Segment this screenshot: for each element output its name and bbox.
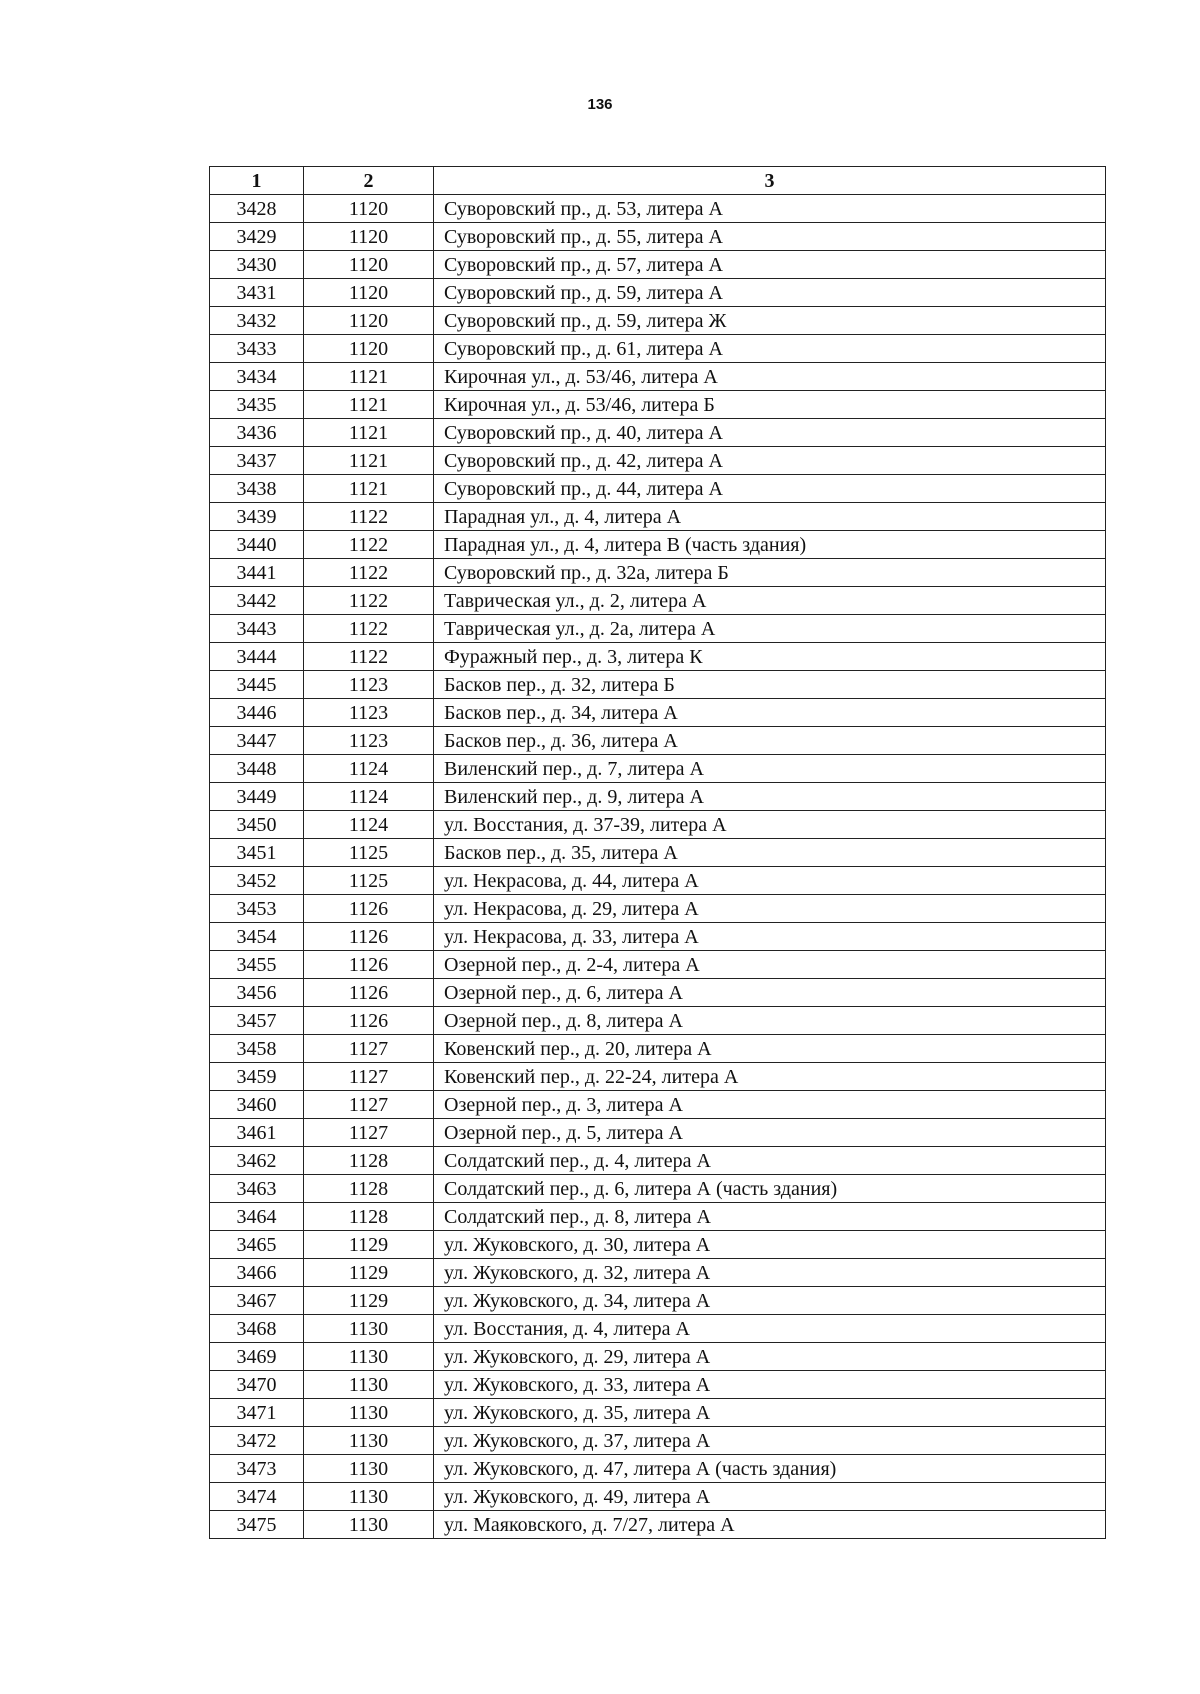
- address-cell: ул. Жуковского, д. 32, литера А: [434, 1259, 1106, 1287]
- address-cell: ул. Некрасова, д. 44, литера А: [434, 867, 1106, 895]
- table-row: [210, 1483, 1106, 1511]
- block-number-cell: 1123: [304, 671, 434, 699]
- table-row: [210, 307, 1106, 335]
- address-cell: Таврическая ул., д. 2а, литера А: [434, 615, 1106, 643]
- row-number-cell: 3473: [210, 1455, 304, 1483]
- table-row: [210, 699, 1106, 727]
- block-number-cell: 1130: [304, 1343, 434, 1371]
- table-row: [210, 223, 1106, 251]
- table-row: [210, 727, 1106, 755]
- block-number-cell: 1122: [304, 615, 434, 643]
- block-number-cell: 1122: [304, 531, 434, 559]
- row-number-cell: 3434: [210, 363, 304, 391]
- address-cell: Суворовский пр., д. 61, литера А: [434, 335, 1106, 363]
- table-row: [210, 1399, 1106, 1427]
- block-number-cell: 1125: [304, 867, 434, 895]
- table-row: [210, 1259, 1106, 1287]
- table-row: [210, 1287, 1106, 1315]
- page-number: 136: [587, 96, 613, 113]
- row-number-cell: 3428: [210, 195, 304, 223]
- address-register-table: [209, 166, 1106, 1539]
- table-row: [210, 895, 1106, 923]
- column-header-2: 2: [304, 167, 434, 195]
- row-number-cell: 3465: [210, 1231, 304, 1259]
- address-cell: Озерной пер., д. 3, литера А: [434, 1091, 1106, 1119]
- block-number-cell: 1128: [304, 1147, 434, 1175]
- block-number-cell: 1129: [304, 1259, 434, 1287]
- address-cell: Кирочная ул., д. 53/46, литера Б: [434, 391, 1106, 419]
- table-row: [210, 531, 1106, 559]
- block-number-cell: 1127: [304, 1035, 434, 1063]
- address-cell: ул. Восстания, д. 37-39, литера А: [434, 811, 1106, 839]
- row-number-cell: 3447: [210, 727, 304, 755]
- block-number-cell: 1121: [304, 447, 434, 475]
- address-cell: Солдатский пер., д. 8, литера А: [434, 1203, 1106, 1231]
- block-number-cell: 1130: [304, 1483, 434, 1511]
- address-cell: Парадная ул., д. 4, литера В (часть здания): [434, 531, 1106, 559]
- block-number-cell: 1126: [304, 951, 434, 979]
- address-cell: Солдатский пер., д. 6, литера А (часть здания): [434, 1175, 1106, 1203]
- table-row: [210, 1091, 1106, 1119]
- row-number-cell: 3460: [210, 1091, 304, 1119]
- table-body: [210, 195, 1106, 1539]
- table-row: [210, 195, 1106, 223]
- table-row: [210, 363, 1106, 391]
- row-number-cell: 3430: [210, 251, 304, 279]
- row-number-cell: 3442: [210, 587, 304, 615]
- address-cell: Озерной пер., д. 5, литера А: [434, 1119, 1106, 1147]
- address-cell: ул. Некрасова, д. 33, литера А: [434, 923, 1106, 951]
- row-number-cell: 3462: [210, 1147, 304, 1175]
- block-number-cell: 1127: [304, 1091, 434, 1119]
- address-cell: Ковенский пер., д. 22-24, литера А: [434, 1063, 1106, 1091]
- block-number-cell: 1121: [304, 391, 434, 419]
- block-number-cell: 1122: [304, 559, 434, 587]
- row-number-cell: 3463: [210, 1175, 304, 1203]
- address-cell: Суворовский пр., д. 55, литера А: [434, 223, 1106, 251]
- address-cell: Басков пер., д. 35, литера А: [434, 839, 1106, 867]
- address-cell: Суворовский пр., д. 44, литера А: [434, 475, 1106, 503]
- address-cell: ул. Маяковского, д. 7/27, литера А: [434, 1511, 1106, 1539]
- row-number-cell: 3449: [210, 783, 304, 811]
- table-row: [210, 643, 1106, 671]
- address-cell: ул. Восстания, д. 4, литера А: [434, 1315, 1106, 1343]
- block-number-cell: 1123: [304, 727, 434, 755]
- block-number-cell: 1120: [304, 195, 434, 223]
- address-cell: Ковенский пер., д. 20, литера А: [434, 1035, 1106, 1063]
- row-number-cell: 3471: [210, 1399, 304, 1427]
- block-number-cell: 1129: [304, 1231, 434, 1259]
- address-cell: Басков пер., д. 34, литера А: [434, 699, 1106, 727]
- block-number-cell: 1120: [304, 223, 434, 251]
- row-number-cell: 3437: [210, 447, 304, 475]
- address-cell: Кирочная ул., д. 53/46, литера А: [434, 363, 1106, 391]
- table-row: [210, 503, 1106, 531]
- table-row: [210, 1455, 1106, 1483]
- table-row: [210, 979, 1106, 1007]
- table-row: [210, 559, 1106, 587]
- header-row: [210, 167, 1106, 195]
- block-number-cell: 1126: [304, 979, 434, 1007]
- address-cell: Виленский пер., д. 7, литера А: [434, 755, 1106, 783]
- block-number-cell: 1126: [304, 1007, 434, 1035]
- block-number-cell: 1126: [304, 923, 434, 951]
- block-number-cell: 1122: [304, 503, 434, 531]
- address-cell: Суворовский пр., д. 59, литера А: [434, 279, 1106, 307]
- row-number-cell: 3444: [210, 643, 304, 671]
- table-row: [210, 391, 1106, 419]
- row-number-cell: 3436: [210, 419, 304, 447]
- address-cell: ул. Жуковского, д. 37, литера А: [434, 1427, 1106, 1455]
- address-cell: ул. Жуковского, д. 34, литера А: [434, 1287, 1106, 1315]
- row-number-cell: 3452: [210, 867, 304, 895]
- table-row: [210, 1035, 1106, 1063]
- address-cell: Парадная ул., д. 4, литера А: [434, 503, 1106, 531]
- block-number-cell: 1124: [304, 783, 434, 811]
- address-cell: Виленский пер., д. 9, литера А: [434, 783, 1106, 811]
- address-cell: Озерной пер., д. 6, литера А: [434, 979, 1106, 1007]
- row-number-cell: 3466: [210, 1259, 304, 1287]
- table-row: [210, 839, 1106, 867]
- table-row: [210, 1147, 1106, 1175]
- address-cell: Суворовский пр., д. 32а, литера Б: [434, 559, 1106, 587]
- table-row: [210, 1315, 1106, 1343]
- block-number-cell: 1129: [304, 1287, 434, 1315]
- row-number-cell: 3440: [210, 531, 304, 559]
- row-number-cell: 3438: [210, 475, 304, 503]
- row-number-cell: 3468: [210, 1315, 304, 1343]
- address-cell: Басков пер., д. 36, литера А: [434, 727, 1106, 755]
- block-number-cell: 1127: [304, 1119, 434, 1147]
- table-row: [210, 1119, 1106, 1147]
- table-row: [210, 475, 1106, 503]
- address-cell: Суворовский пр., д. 42, литера А: [434, 447, 1106, 475]
- address-cell: Суворовский пр., д. 59, литера Ж: [434, 307, 1106, 335]
- table-row: [210, 615, 1106, 643]
- row-number-cell: 3432: [210, 307, 304, 335]
- block-number-cell: 1120: [304, 279, 434, 307]
- address-cell: Суворовский пр., д. 57, литера А: [434, 251, 1106, 279]
- block-number-cell: 1120: [304, 307, 434, 335]
- table-row: [210, 279, 1106, 307]
- row-number-cell: 3458: [210, 1035, 304, 1063]
- row-number-cell: 3453: [210, 895, 304, 923]
- table-row: [210, 419, 1106, 447]
- row-number-cell: 3474: [210, 1483, 304, 1511]
- address-cell: ул. Жуковского, д. 49, литера А: [434, 1483, 1106, 1511]
- table-row: [210, 1231, 1106, 1259]
- block-number-cell: 1121: [304, 363, 434, 391]
- table-row: [210, 1203, 1106, 1231]
- table-row: [210, 783, 1106, 811]
- row-number-cell: 3439: [210, 503, 304, 531]
- address-cell: ул. Некрасова, д. 29, литера А: [434, 895, 1106, 923]
- block-number-cell: 1122: [304, 643, 434, 671]
- block-number-cell: 1128: [304, 1203, 434, 1231]
- table-row: [210, 447, 1106, 475]
- block-number-cell: 1130: [304, 1455, 434, 1483]
- table-row: [210, 1175, 1106, 1203]
- table-row: [210, 587, 1106, 615]
- block-number-cell: 1126: [304, 895, 434, 923]
- block-number-cell: 1130: [304, 1399, 434, 1427]
- address-cell: Озерной пер., д. 2-4, литера А: [434, 951, 1106, 979]
- table-row: [210, 1007, 1106, 1035]
- row-number-cell: 3441: [210, 559, 304, 587]
- row-number-cell: 3448: [210, 755, 304, 783]
- address-cell: Басков пер., д. 32, литера Б: [434, 671, 1106, 699]
- row-number-cell: 3461: [210, 1119, 304, 1147]
- row-number-cell: 3456: [210, 979, 304, 1007]
- block-number-cell: 1122: [304, 587, 434, 615]
- table-row: [210, 755, 1106, 783]
- block-number-cell: 1124: [304, 811, 434, 839]
- row-number-cell: 3459: [210, 1063, 304, 1091]
- address-cell: Фуражный пер., д. 3, литера К: [434, 643, 1106, 671]
- table-row: [210, 251, 1106, 279]
- block-number-cell: 1125: [304, 839, 434, 867]
- row-number-cell: 3443: [210, 615, 304, 643]
- table-row: [210, 1063, 1106, 1091]
- address-cell: Солдатский пер., д. 4, литера А: [434, 1147, 1106, 1175]
- block-number-cell: 1128: [304, 1175, 434, 1203]
- address-cell: ул. Жуковского, д. 30, литера А: [434, 1231, 1106, 1259]
- row-number-cell: 3433: [210, 335, 304, 363]
- table-row: [210, 1371, 1106, 1399]
- row-number-cell: 3445: [210, 671, 304, 699]
- address-cell: ул. Жуковского, д. 35, литера А: [434, 1399, 1106, 1427]
- address-cell: ул. Жуковского, д. 29, литера А: [434, 1343, 1106, 1371]
- address-cell: Суворовский пр., д. 53, литера А: [434, 195, 1106, 223]
- row-number-cell: 3457: [210, 1007, 304, 1035]
- row-number-cell: 3470: [210, 1371, 304, 1399]
- address-cell: Озерной пер., д. 8, литера А: [434, 1007, 1106, 1035]
- address-cell: ул. Жуковского, д. 33, литера А: [434, 1371, 1106, 1399]
- row-number-cell: 3454: [210, 923, 304, 951]
- row-number-cell: 3467: [210, 1287, 304, 1315]
- table-row: [210, 867, 1106, 895]
- column-header-3: 3: [434, 167, 1106, 195]
- row-number-cell: 3475: [210, 1511, 304, 1539]
- table-row: [210, 951, 1106, 979]
- block-number-cell: 1130: [304, 1511, 434, 1539]
- column-header-1: 1: [210, 167, 304, 195]
- block-number-cell: 1130: [304, 1427, 434, 1455]
- block-number-cell: 1130: [304, 1371, 434, 1399]
- row-number-cell: 3429: [210, 223, 304, 251]
- row-number-cell: 3469: [210, 1343, 304, 1371]
- row-number-cell: 3450: [210, 811, 304, 839]
- table-row: [210, 811, 1106, 839]
- row-number-cell: 3472: [210, 1427, 304, 1455]
- block-number-cell: 1120: [304, 335, 434, 363]
- block-number-cell: 1124: [304, 755, 434, 783]
- table-row: [210, 671, 1106, 699]
- row-number-cell: 3446: [210, 699, 304, 727]
- row-number-cell: 3464: [210, 1203, 304, 1231]
- block-number-cell: 1121: [304, 419, 434, 447]
- table-row: [210, 1511, 1106, 1539]
- row-number-cell: 3455: [210, 951, 304, 979]
- block-number-cell: 1130: [304, 1315, 434, 1343]
- block-number-cell: 1127: [304, 1063, 434, 1091]
- row-number-cell: 3435: [210, 391, 304, 419]
- table-row: [210, 335, 1106, 363]
- table-row: [210, 923, 1106, 951]
- address-cell: ул. Жуковского, д. 47, литера А (часть здания): [434, 1455, 1106, 1483]
- row-number-cell: 3431: [210, 279, 304, 307]
- address-cell: Суворовский пр., д. 40, литера А: [434, 419, 1106, 447]
- block-number-cell: 1123: [304, 699, 434, 727]
- address-cell: Таврическая ул., д. 2, литера А: [434, 587, 1106, 615]
- row-number-cell: 3451: [210, 839, 304, 867]
- table-row: [210, 1427, 1106, 1455]
- block-number-cell: 1121: [304, 475, 434, 503]
- block-number-cell: 1120: [304, 251, 434, 279]
- table-row: [210, 1343, 1106, 1371]
